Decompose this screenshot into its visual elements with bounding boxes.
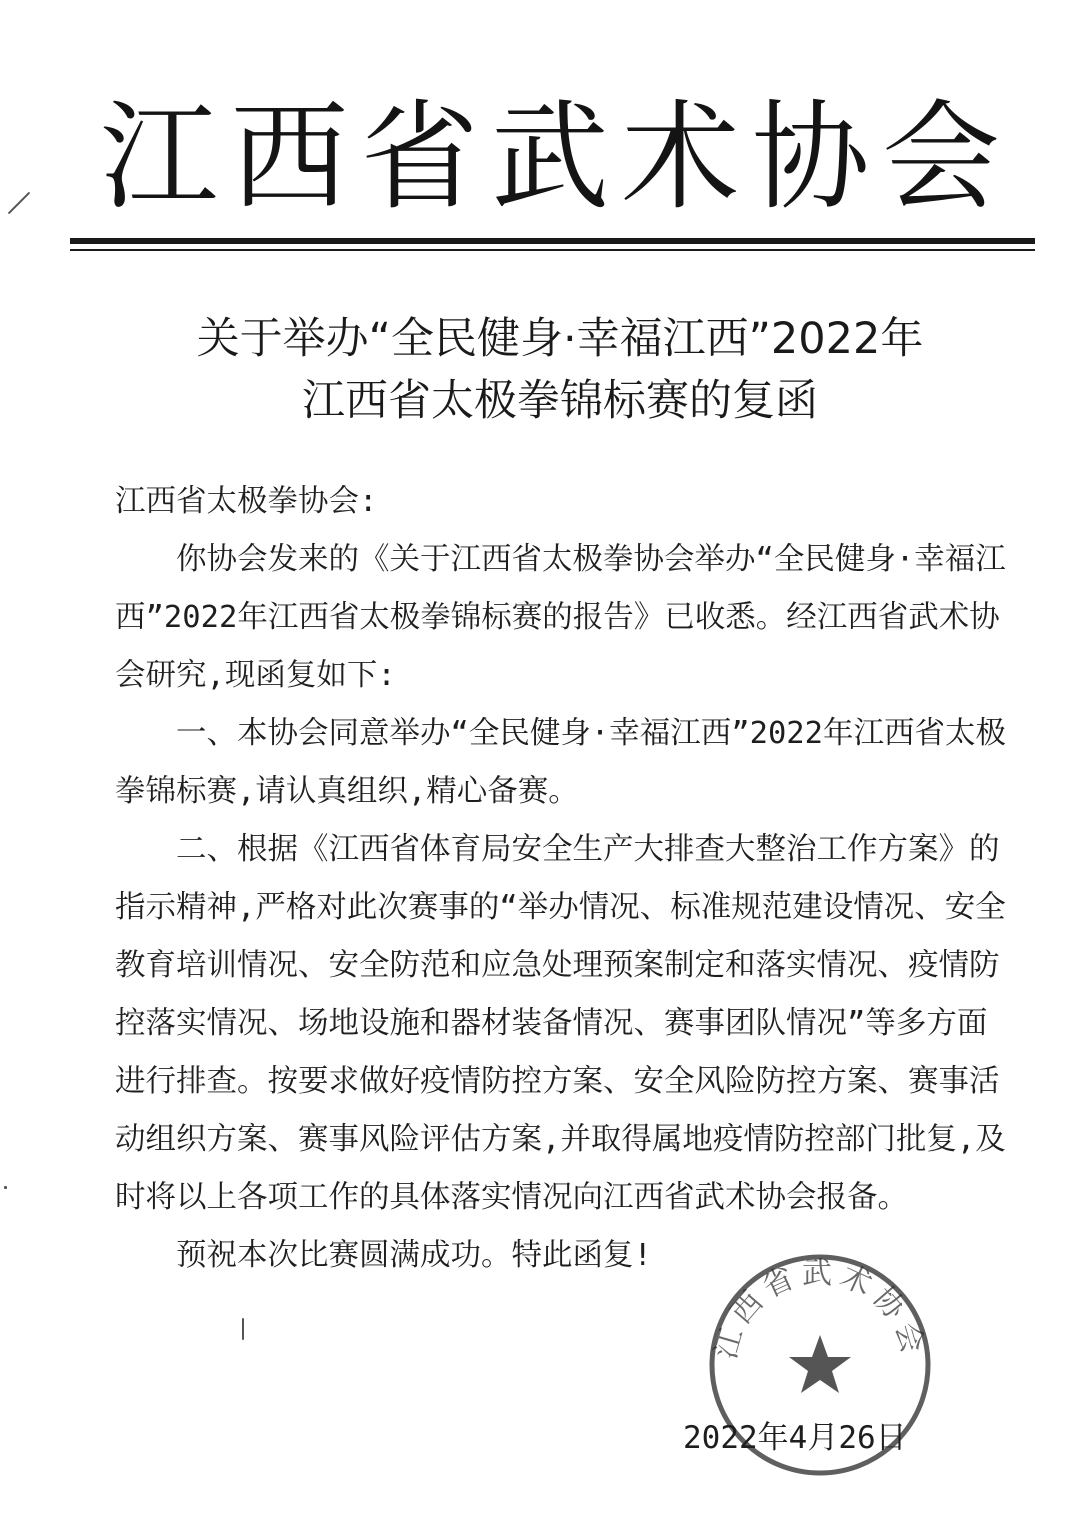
svg-text:江西省武术协会: 江西省武术协会: [708, 1255, 932, 1363]
letterhead-char: 武: [490, 88, 609, 226]
letterhead-char: 江: [100, 88, 219, 226]
body-paragraph-intro: 你协会发来的《关于江西省太极拳协会举办“全民健身·幸福江西”2022年江西省太极拳锦标赛的报告》已收悉。经江西省武术协会研究,现函复如下:: [115, 542, 1006, 693]
document-title-line2: 江西省太极拳锦标赛的复函: [302, 376, 818, 426]
document-body: [115, 473, 1010, 1285]
letterhead-char: 省: [360, 88, 479, 226]
document-date: 2022年4月26日: [683, 1420, 907, 1456]
body-paragraph-item-1: 一、本协会同意举办“全民健身·幸福江西”2022年江西省太极拳锦标赛,请认真组织,精心备赛。: [115, 716, 1007, 809]
letterhead-char: 协: [751, 88, 870, 226]
document-title-line1: 关于举办“全民健身·幸福江西”2022年: [196, 314, 924, 364]
letterhead-org-name: [70, 82, 1030, 232]
seal-star-icon: [789, 1335, 851, 1393]
letterhead-char: 术: [621, 88, 740, 226]
scan-speck: [8, 192, 31, 215]
scan-speck: [4, 1186, 7, 1189]
letterhead-divider-thin: [70, 249, 1035, 251]
document-title: [90, 308, 1030, 432]
letterhead-char: 西: [230, 88, 349, 226]
letterhead-divider-thick: [70, 238, 1035, 244]
letterhead-char: 会: [881, 88, 1000, 226]
salutation: 江西省太极拳协会:: [115, 484, 378, 519]
body-paragraph-item-2: 二、根据《江西省体育局安全生产大排查大整治工作方案》的指示精神,严格对此次赛事的“举办情况、标准规范建设情况、安全教育培训情况、安全防范和应急处理预案制定和落实情况、疫情防控落实情况、场地设施和器材装备情况、赛事团队情况”等多方面进行排查。按要求做好疫情防控方案、安全风险防控方案、赛事活动组织方案、赛事风险评估方案,并取得属地疫情防控部门批复,及时将以上各项工作的具体落实情况向江西省武术协会报备。: [115, 832, 1006, 1215]
body-paragraph-closing: 预祝本次比赛圆满成功。特此函复!: [176, 1238, 652, 1273]
scan-speck: [242, 1318, 244, 1340]
